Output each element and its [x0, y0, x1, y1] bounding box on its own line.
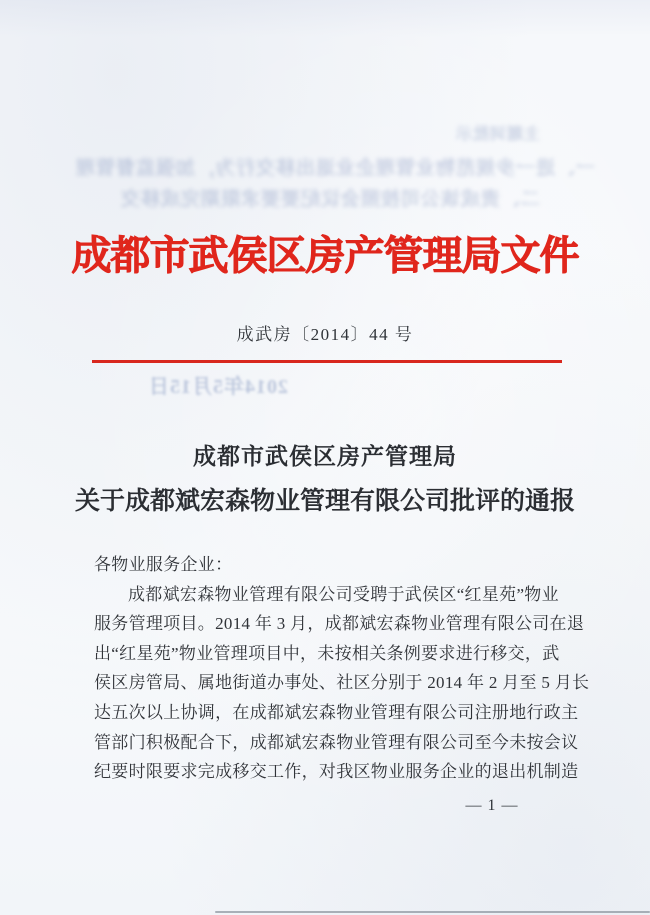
body-text-line: 侯区房管局、属地街道办事处、社区分别于 2014 年 2 月至 5 月长 [94, 673, 590, 693]
page-number: — 1 — [465, 797, 519, 814]
body-text-line: 成都斌宏森物业管理有限公司受聘于武侯区“红星苑”物业 [128, 584, 559, 604]
body-text-line: 纪要时限要求完成移交工作，对我区物业服务企业的退出机制造 [94, 762, 579, 782]
scan-edge-shadow [215, 911, 650, 913]
body-text-line: 服务管理项目。2014 年 3 月，成都斌宏森物业管理有限公司在退 [94, 614, 585, 634]
document-body [94, 550, 590, 787]
body-text-line: 管部门积极配合下，成都斌宏森物业管理有限公司至今未按会议 [94, 732, 579, 752]
salutation-line: 各物业服务企业： [94, 555, 233, 574]
document-number: 成武房〔2014〕44 号 [236, 325, 414, 344]
red-divider-rule [92, 360, 562, 363]
document-heading-line2: 关于成都斌宏森物业管理有限公司批评的通报 [74, 488, 575, 515]
body-text-line: 达五次以上协调，在成都斌宏森物业管理有限公司注册地行政主 [94, 702, 579, 722]
bleedthrough-text-line2: 二、责成该公司按照会议纪要要求限期完成移交 [119, 189, 540, 210]
document-heading-line1: 成都市武侯区房产管理局 [193, 444, 457, 469]
bleedthrough-text-short: 主题词批示 [455, 126, 541, 143]
bleedthrough-date: 2014年5月15日 [148, 376, 288, 398]
agency-letterhead-title: 成都市武侯区房产管理局文件 [71, 233, 579, 278]
body-text-line: 出“红星苑”物业管理项目中，未按相关条例要求进行移交，武 [94, 643, 560, 663]
bleedthrough-text-line1: 一、进一步规范物业管理企业退出移交行为，加强监督管理 [74, 158, 595, 179]
